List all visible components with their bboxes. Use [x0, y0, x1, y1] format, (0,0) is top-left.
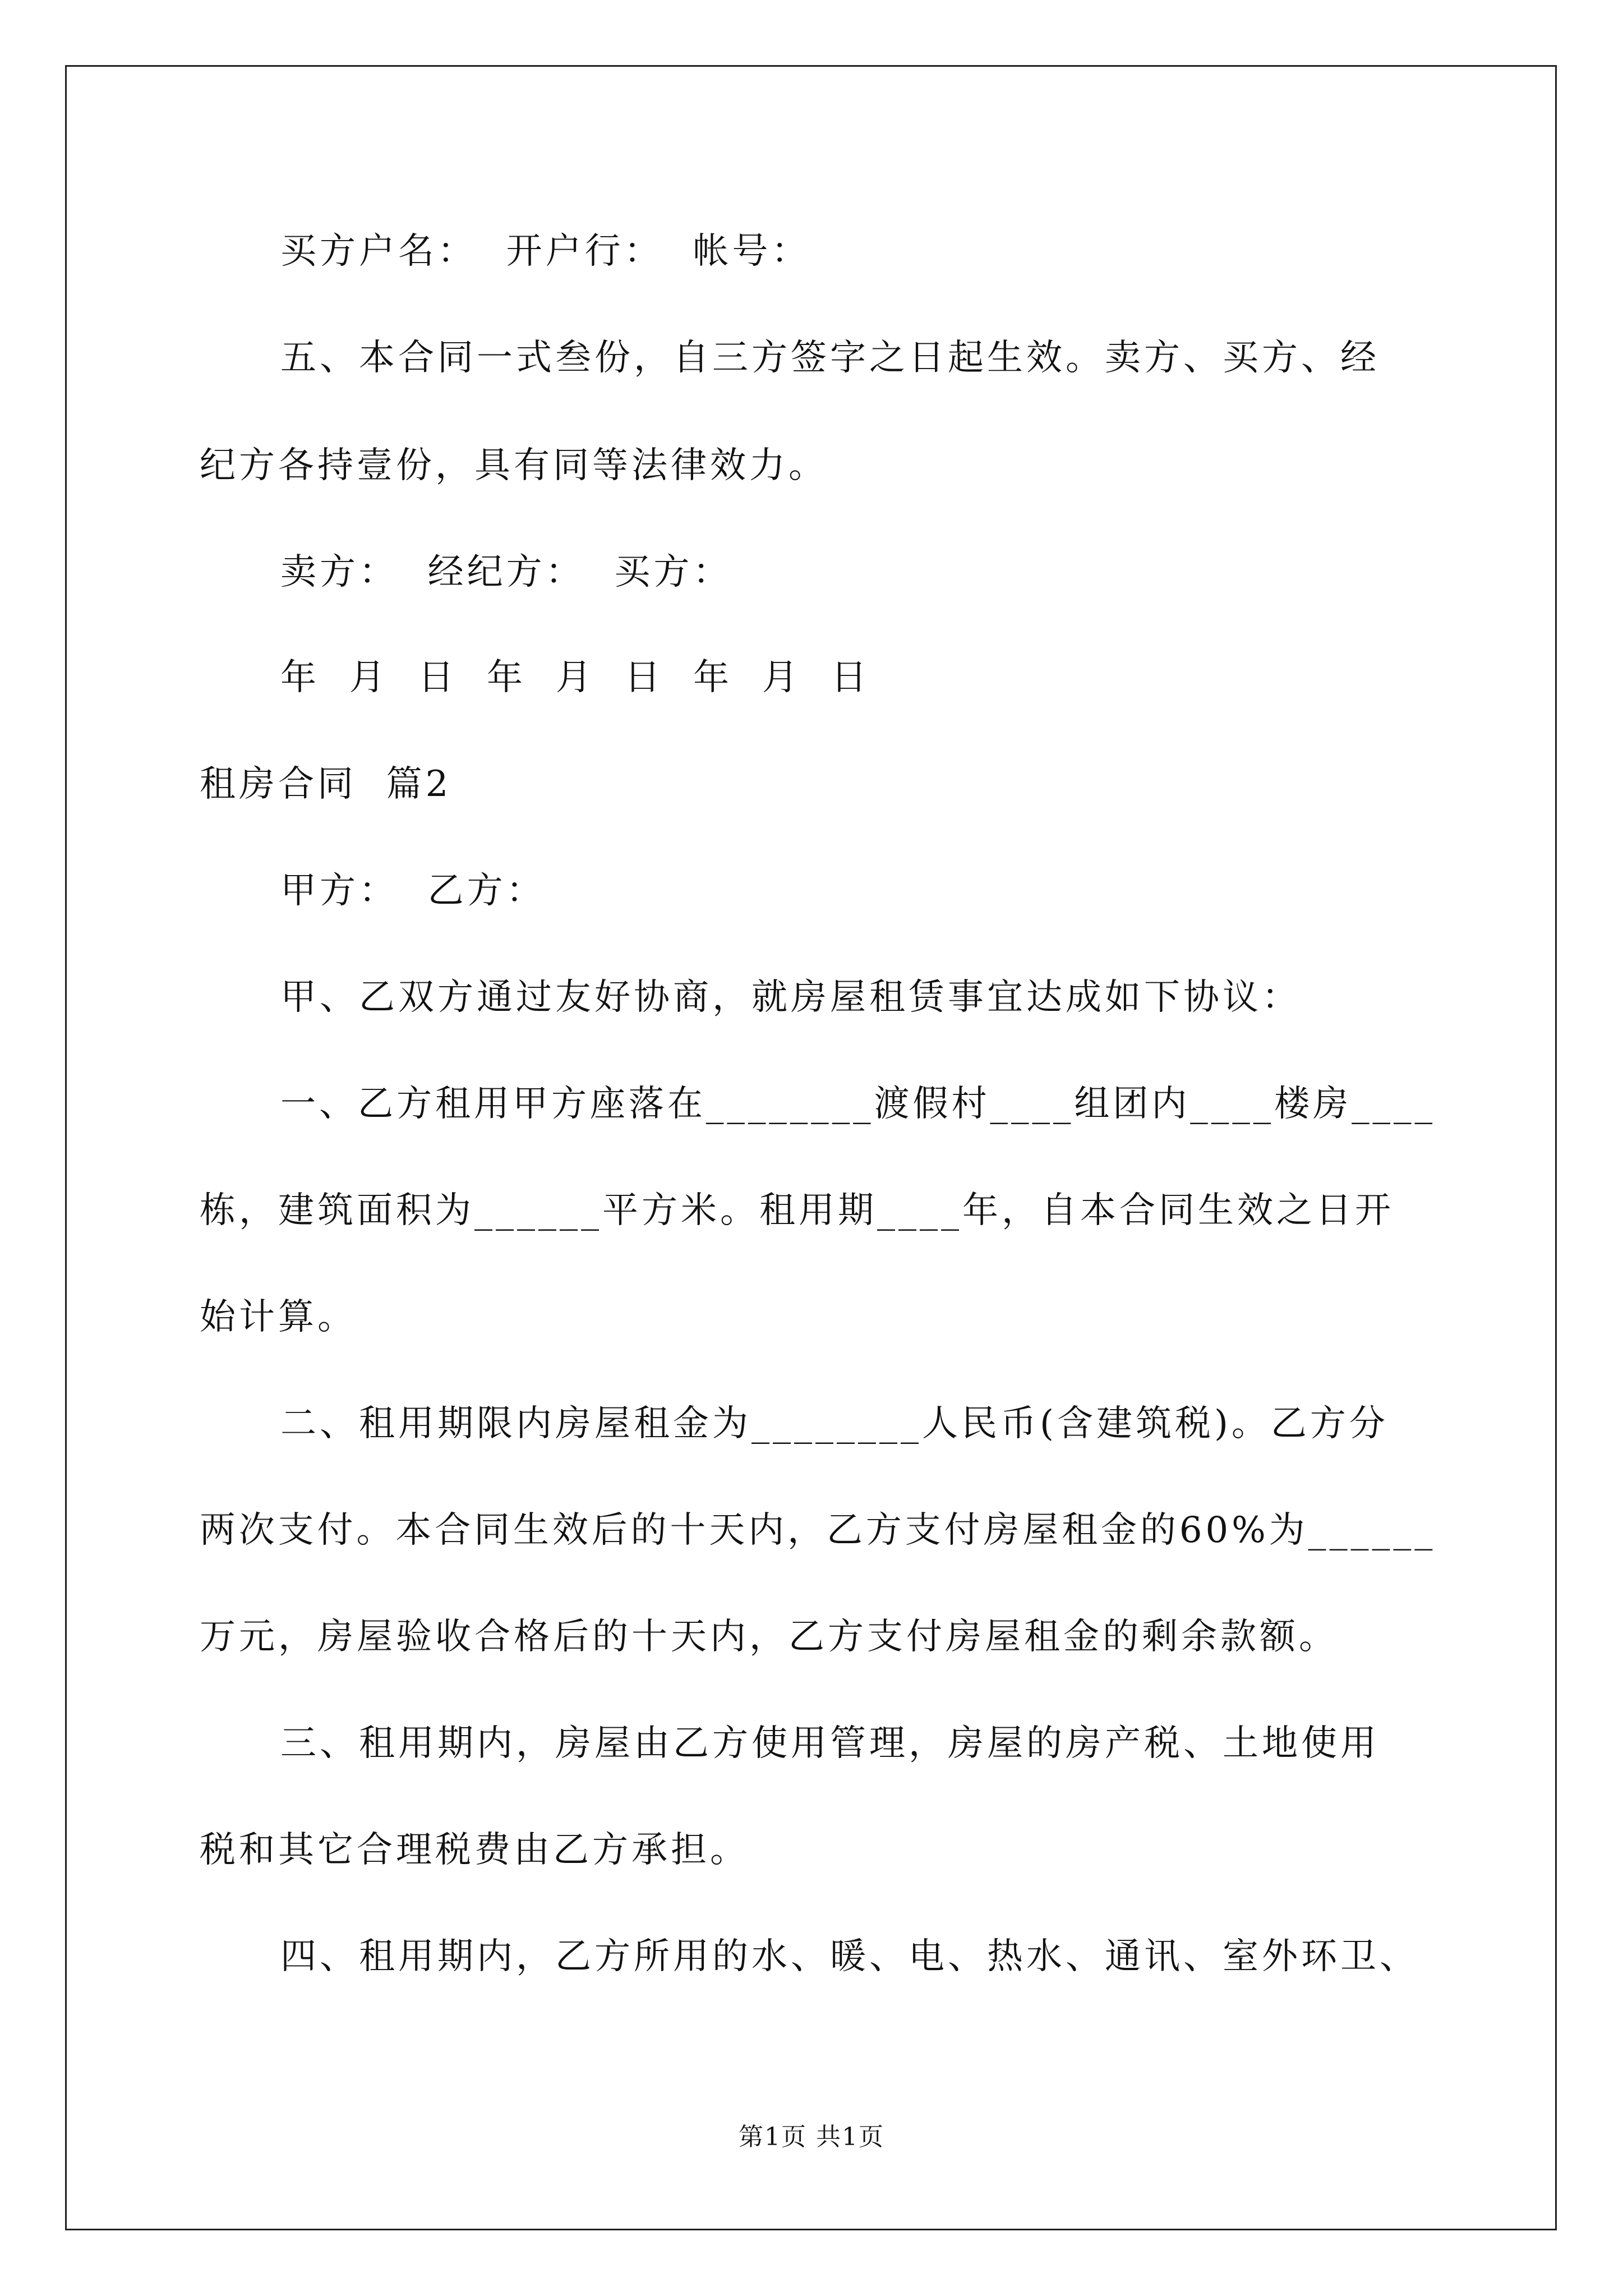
parties-line: 甲方： 乙方：: [280, 870, 546, 912]
clause-one-line-1: 一、乙方租用甲方座落在________渡假村____组团内____楼房____: [280, 1083, 1436, 1125]
clause-three-line-2: 税和其它合理税费由乙方承担。: [200, 1829, 749, 1871]
clause-two-line-2: 两次支付。本合同生效后的十天内，乙方支付房屋租金的60%为______: [200, 1510, 1436, 1551]
clause-five-line-2: 纪方各持壹份，具有同等法律效力。: [200, 445, 828, 486]
page-footer: 第1页 共1页: [739, 2123, 884, 2151]
clause-four-line-1: 四、租用期内，乙方所用的水、暖、电、热水、通讯、室外环卫、: [280, 1936, 1419, 1977]
clause-two-line-3: 万元，房屋验收合格后的十天内，乙方支付房屋租金的剩余款额。: [200, 1616, 1338, 1658]
clause-three-line-1: 三、租用期内，房屋由乙方使用管理，房屋的房产税、土地使用: [280, 1723, 1380, 1764]
clause-two-line-1: 二、租用期限内房屋租金为________人民币(含建筑税)。乙方分: [280, 1403, 1389, 1444]
signature-parties-line: 卖方： 经纪方： 买方：: [280, 551, 732, 593]
buyer-account-line: 买方户名： 开户行： 帐号：: [280, 231, 811, 272]
intro-line: 甲、乙双方通过友好协商，就房屋租赁事宜达成如下协议：: [280, 977, 1301, 1018]
page-border: [65, 65, 1557, 2230]
clause-one-line-2: 栋，建筑面积为______平方米。租用期____年，自本合同生效之日开: [200, 1190, 1394, 1231]
clause-five-line-1: 五、本合同一式叁份，自三方签字之日起生效。卖方、买方、经: [280, 337, 1380, 379]
clause-one-line-3: 始计算。: [200, 1296, 357, 1338]
section-heading: 租房合同 篇2: [200, 763, 452, 805]
signature-dates-line: 年 月 日 年 月 日 年 月 日: [280, 657, 870, 698]
